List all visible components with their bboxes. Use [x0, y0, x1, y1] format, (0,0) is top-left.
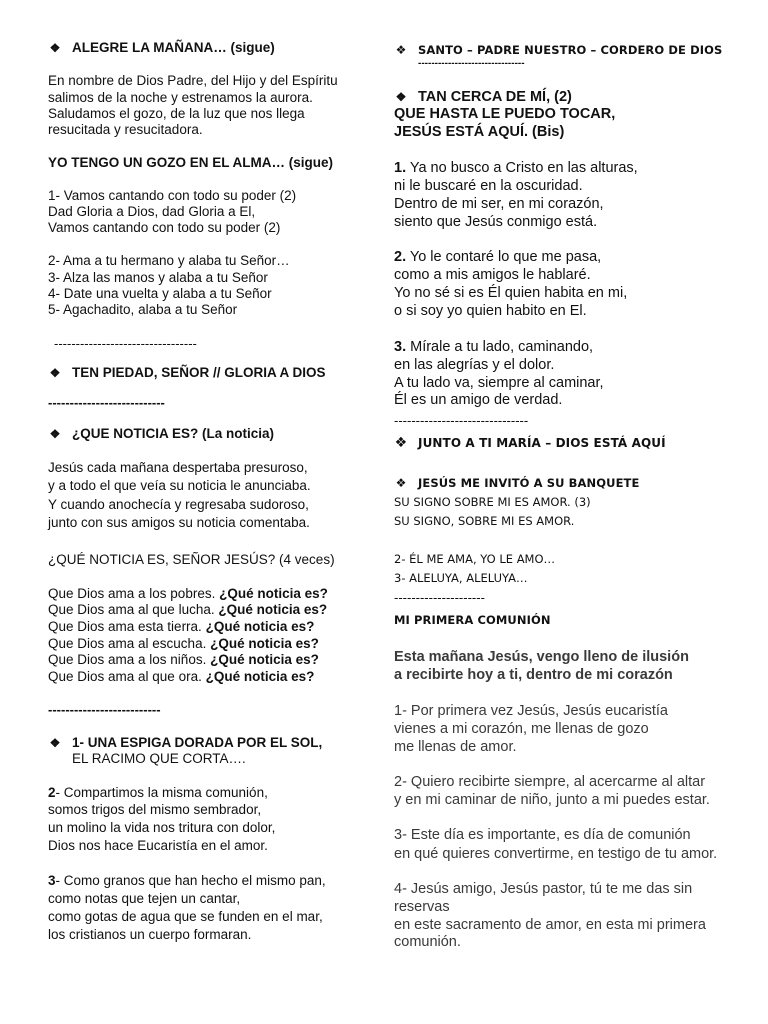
section-heading-comunion: MI PRIMERA COMUNIÓN: [394, 613, 551, 627]
verse-line: siento que Jesús conmigo está.: [394, 214, 598, 230]
text-line: En nombre de Dios Padre, del Hijo y del Espíritu: [48, 73, 338, 88]
text-line: Y cuando anochecía y regresaba sudoroso,: [48, 497, 309, 512]
text-line: Dad Gloria a Dios, dad Gloria a El,: [48, 204, 256, 219]
verse-line: SU SIGNO, SOBRE MI ES AMOR.: [394, 514, 575, 528]
section-heading-santo: ❖ SANTO – PADRE NUESTRO – CORDERO DE DIOS: [395, 43, 723, 57]
verse-line: un molino la vida nos tritura con dolor,: [48, 820, 276, 835]
section-heading-cerca-line: QUE HASTA LE PUEDO TOCAR,: [394, 106, 616, 122]
section-heading-junto: ❖ JUNTO A TI MARÍA – DIOS ESTÁ AQUÍ: [394, 435, 666, 451]
text-line: 3- Alza las manos y alaba a tu Señor: [48, 270, 268, 285]
verse-line: 3- Como granos que han hecho el mismo pan,: [48, 873, 326, 888]
text-line: Saludamos el gozo, de la luz que nos llega: [48, 106, 305, 121]
separator: --------------------------: [48, 702, 161, 717]
text-line: Jesús cada mañana despertaba presuroso,: [48, 460, 308, 475]
diamond-bullet-icon: ❖: [49, 736, 61, 750]
verse-line: vienes a mi corazón, me llenas de gozo: [394, 721, 649, 737]
separator: --------------------------------: [418, 58, 525, 69]
section-heading-piedad: ❖ TEN PIEDAD, SEÑOR // GLORIA A DIOS: [49, 365, 326, 380]
section-heading-alegre: ❖ ALEGRE LA MAÑANA… (sigue): [49, 40, 275, 55]
verse-line: Que Dios ama al que ora. ¿Qué noticia es?: [48, 669, 315, 684]
verse-line: Que Dios ama al escucha. ¿Qué noticia es?: [48, 636, 319, 651]
separator: ---------------------------: [48, 395, 165, 410]
verse-line: 1- Por primera vez Jesús, Jesús eucaristía: [394, 703, 668, 719]
text-line: salimos de la noche y estrenamos la aurora.: [48, 90, 313, 105]
section-heading-banquete: ❖ JESÚS ME INVITÓ A SU BANQUETE: [395, 476, 640, 490]
verse-line: 1. Ya no busco a Cristo en las alturas,: [394, 160, 638, 176]
verse-line: ni le buscaré en la oscuridad.: [394, 178, 583, 194]
section-heading-cerca-line: JESÚS ESTÁ AQUÍ. (Bis): [394, 124, 565, 140]
verse-line: o si soy yo quien habito en El.: [394, 303, 587, 319]
verse-line: y en mi caminar de niño, junto a mi puedes estar.: [394, 792, 710, 808]
separator: ---------------------------------: [54, 336, 197, 351]
chorus-line: ¿QUÉ NOTICIA ES, SEÑOR JESÚS? (4 veces): [48, 552, 335, 567]
diamond-bullet-icon: ❖: [395, 43, 407, 57]
section-heading-gozo: YO TENGO UN GOZO EN EL ALMA… (sigue): [48, 155, 334, 170]
verse-line: 3- ALELUYA, ALELUYA…: [394, 571, 528, 585]
verse-line: Que Dios ama a los pobres. ¿Qué noticia es?: [48, 586, 328, 601]
diamond-bullet-icon: ❖: [49, 427, 61, 441]
verse-line: 2- Compartimos la misma comunión,: [48, 785, 268, 800]
text-line: junto con sus amigos su noticia comentaba.: [48, 515, 310, 530]
verse-line: Dios nos hace Eucaristía en el amor.: [48, 838, 268, 853]
verse-line: A tu lado va, siempre al caminar,: [394, 375, 604, 391]
separator: -------------------------------: [394, 413, 529, 428]
text-line: y a todo el que veía su noticia le anunciaba.: [48, 478, 311, 493]
verse-line: 4- Jesús amigo, Jesús pastor, tú te me das sin: [394, 881, 693, 897]
subtitle-line: a recibirte hoy a ti, dentro de mi corazón: [394, 667, 673, 683]
verse-line: 2- Quiero recibirte siempre, al acercarme al altar: [394, 774, 706, 790]
text-line: resucitada y resucitadora.: [48, 122, 203, 137]
verse-line: reservas: [394, 899, 450, 915]
verse-line: en las alegrías y el dolor.: [394, 357, 555, 373]
text-line: 1- Vamos cantando con todo su poder (2): [48, 188, 297, 203]
verse-line: somos trigos del mismo sembrador,: [48, 802, 262, 817]
section-heading-espiga: ❖ 1- UNA ESPIGA DORADA POR EL SOL,: [49, 735, 323, 750]
verse-line: Que Dios ama al que lucha. ¿Qué noticia es?: [48, 602, 328, 617]
separator: ---------------------: [394, 590, 485, 605]
verse-line: como gotas de agua que se funden en el mar,: [48, 909, 323, 924]
verse-line: como notas que tejen un cantar,: [48, 891, 241, 906]
text-line: 2- Ama a tu hermano y alaba tu Señor…: [48, 253, 290, 268]
diamond-bullet-icon: ❖: [49, 366, 61, 380]
verse-line: comunión.: [394, 934, 461, 950]
section-heading-cerca: ❖ TAN CERCA DE MÍ, (2): [395, 89, 572, 105]
diamond-bullet-icon: ❖: [395, 90, 407, 104]
verse-line: me llenas de amor.: [394, 739, 517, 755]
section-heading-noticia: ❖ ¿QUE NOTICIA ES? (La noticia): [49, 426, 275, 441]
verse-line: en qué quieres convertirme, en testigo de tu amor.: [394, 846, 718, 862]
verse-line: en este sacramento de amor, en esta mi primera: [394, 917, 706, 933]
text-line: 4- Date una vuelta y alaba a tu Señor: [48, 286, 272, 301]
verse-line: Que Dios ama a los niños. ¿Qué noticia es?: [48, 652, 319, 667]
verse-line: SU SIGNO SOBRE MI ES AMOR. (3): [394, 495, 591, 509]
diamond-bullet-icon: ❖: [395, 476, 407, 490]
verse-line: 3. Mírale a tu lado, caminando,: [394, 339, 594, 355]
verse-line: 2. Yo le contaré lo que me pasa,: [394, 249, 602, 265]
verse-line: como a mis amigos le hablaré.: [394, 267, 591, 283]
subtitle-line: Esta mañana Jesús, vengo lleno de ilusión: [394, 649, 689, 665]
verse-line: los cristianos un cuerpo formaran.: [48, 927, 252, 942]
verse-line: 2- ÉL ME AMA, YO LE AMO…: [394, 552, 556, 566]
section-heading-espiga-cont: EL RACIMO QUE CORTA….: [72, 751, 246, 766]
text-line: 5- Agachadito, alaba a tu Señor: [48, 302, 238, 317]
verse-line: 3- Este día es importante, es día de comunión: [394, 827, 691, 843]
verse-line: Que Dios ama esta tierra. ¿Qué noticia es?: [48, 619, 315, 634]
verse-line: Yo no sé si es Él quien habita en mi,: [394, 285, 628, 301]
diamond-bullet-icon: ❖: [49, 41, 61, 55]
verse-line: Él es un amigo de verdad.: [394, 392, 563, 408]
verse-line: Dentro de mi ser, en mi corazón,: [394, 196, 604, 212]
diamond-bullet-icon: ❖: [394, 435, 408, 451]
text-line: Vamos cantando con todo su poder (2): [48, 220, 281, 235]
